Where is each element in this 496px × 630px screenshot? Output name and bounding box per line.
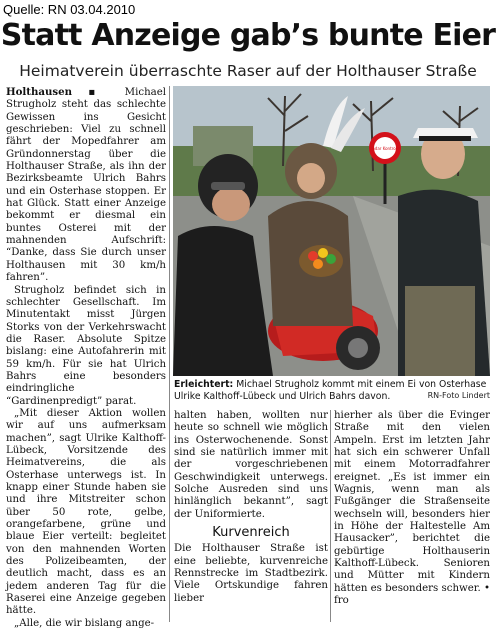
source-line: Quelle: RN 03.04.2010 xyxy=(3,2,136,17)
caption-text: Michael Strugholz kommt mit einem Ei von Osterhase Ulrike Kalthoff-Lübeck und Ulrich Bahrs davon. xyxy=(174,379,487,402)
paragraph: hierher als über die Evinger Straße mit den vielen Ampeln. Erst im letzten Jahr hat sich ein schwerer Unfall mit einem Motorradfahrer ereignet. „Es ist immer ein Wagnis, wenn man als Fußgänger die Straßenseite wechseln will, besonders hier in Höhe der Haltestelle Am Hausacker”, berichtet die gebürtige Holthauserin Kalthoff-Lübeck. Senioren und Mütter mit Kindern hätten es besonders schwer. • fro xyxy=(334,410,490,607)
subheadline: Heimatverein überraschte Raser auf der Holthauser Straße xyxy=(19,62,477,80)
paragraph: halten haben, wollten nur heute so schnell wie möglich ins Osterwochenende. Sonst sind sie natürlich immer mit der vorgeschriebenen Geschwindigkeit unterwegs. Solche Ausreden sind uns hinlänglich bekannt”, sagt der Uniformierte. xyxy=(174,410,328,520)
article-column-2 xyxy=(174,410,328,605)
paragraph: Strugholz befindet sich in schlechter Gesellschaft. Im Minutentakt misst Jürgen Storks von der Verkehrswacht die Raser. Absolute Spitze bislang: eine Autofahrerin mit 59 km/h. Für sie hat Ulrich Bahrs eine besonders eindringliche “Gardinenpredigt” parat. xyxy=(6,284,166,407)
section-subhead: Kurvenreich xyxy=(212,525,290,541)
paragraph: Michael Strugholz steht das schlechte Gewissen ins Gesicht geschrieben: Viel zu schnell fährt der Mopedfahrer am Gründonnerstag über die Holthauser Straße, als ihn der Bezirksbeamte Ulrich Bahrs und ein Osterhase stoppen. Er hat Glück. Statt einer Anzeige bekommt er diesmal ein buntes Osterei mit der mahnenden Aufschrift: “Danke, dass Sie durch unser Holthausen mit 30 km/h fahren”. xyxy=(6,87,166,284)
column-divider xyxy=(330,410,331,622)
article-photo xyxy=(173,86,490,376)
paragraph: „Alle, die wir bislang ange- xyxy=(14,617,155,629)
paragraph: Die Holthauser Straße ist eine beliebte, kurvenreiche Rennstrecke im Stadtbezirk. Viele Ortskundige fahren lieber xyxy=(174,543,328,604)
egg-basket-shape xyxy=(299,245,343,277)
article-column-1: Holthausen ▪ Michael Strugholz steht das schlechte Gewissen ins Gesicht geschrieben: Viel zu schnell fährt der Mopedfahrer am Gründonnerstag über die Holthauser Straße, als ihn der Bezirksbeamte Ulrich Bahrs und ein Osterhase stoppen. Er hat Glück. Statt einer Anzeige bekommt er diesmal ein buntes Osterei mit der mahnenden Aufschrift: “Danke, dass Sie durch unser Holthausen mit 30 km/h fahren”. Strugholz befindet sich in schlechter Gesellschaft. Im Minutentakt misst Jürgen Storks von der Verkehrswacht die Raser. Absolute Spitze bislang: eine Autofahrerin mit 59 km/h. Für sie hat Ulrich Bahrs eine besonders eindringliche “Gardinenpredigt” parat. „Mit dieser Aktion wollen wir auf uns aufmerksam machen”, sagt Ulrike Kalthoff-Lübeck, Vorsitzende des Heimatvereins, die als Osterhase unterwegs ist. In knapp einer Stunde haben sie und ihre Mitstreiter schon über 50 rote, gelbe, orangefarbene, grüne und blaue Eier verteilt: begleitet von den mahnenden Worten des Polizeibeamten, der deutlich macht, dass es an jedem anderen Tag für die Raserei eine Anzeige gegeben hätte. „Alle, die wir bislang ange- xyxy=(6,86,166,629)
headline: Statt Anzeige gab’s bunte Eier xyxy=(0,18,496,53)
radar-sign-text: Radar Kontrolle xyxy=(369,146,401,151)
column-divider xyxy=(169,86,170,622)
caption-lead: Erleichtert: xyxy=(174,379,234,390)
article-column-3 xyxy=(334,410,490,608)
dateline: Holthausen xyxy=(6,86,73,98)
photo-credit: RN-Foto Lindert xyxy=(427,391,490,400)
paragraph: „Mit dieser Aktion wollen wir auf uns aufmerksam machen”, sagt Ulrike Kalthoff-Lübeck, Vorsitzende des Heimatvereins, die als Osterhase unterwegs ist. In knapp einer Stunde haben sie und ihre Mitstreiter schon über 50 rote, gelbe, orangefarbene, grüne und blaue Eier verteilt: begleitet von den mahnenden Worten des Polizeibeamten, der deutlich macht, dass es an jedem anderen Tag für die Raserei eine Anzeige gegeben hätte. xyxy=(6,407,166,617)
